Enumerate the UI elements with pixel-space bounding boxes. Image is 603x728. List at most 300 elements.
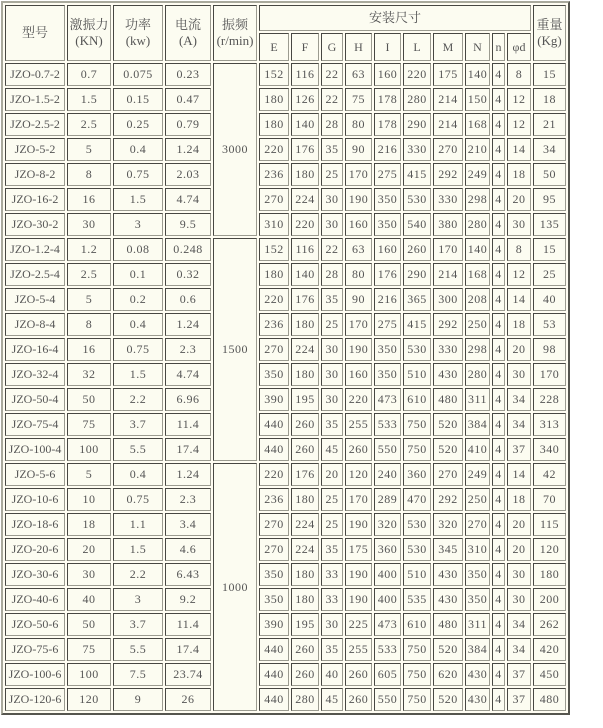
- value-cell: 225: [345, 613, 372, 636]
- value-cell: 20: [321, 463, 343, 486]
- table-row: [5, 163, 566, 186]
- col-header-dim-H: H: [345, 33, 372, 61]
- value-cell: 150: [465, 88, 490, 111]
- value-cell: 34: [507, 638, 531, 661]
- value-cell: 0.75: [113, 488, 163, 511]
- value-cell: 220: [259, 463, 289, 486]
- value-cell: 3.7: [113, 613, 163, 636]
- model-cell: JZO-18-6: [5, 513, 65, 536]
- value-cell: 4: [492, 388, 505, 411]
- value-cell: 550: [374, 438, 401, 461]
- value-cell: 0.47: [165, 88, 211, 111]
- value-cell: 420: [533, 638, 566, 661]
- value-cell: 208: [465, 288, 490, 311]
- value-cell: 240: [374, 463, 401, 486]
- value-cell: 216: [374, 288, 401, 311]
- value-cell: 270: [259, 338, 289, 361]
- model-cell: JZO-120-6: [5, 688, 65, 711]
- value-cell: 4: [492, 588, 505, 611]
- model-cell: JZO-2.5-2: [5, 113, 65, 136]
- spec-table: [1, 1, 570, 715]
- model-cell: JZO-0.7-2: [5, 63, 65, 86]
- value-cell: 120: [345, 463, 372, 486]
- value-cell: 384: [465, 413, 490, 436]
- value-cell: 520: [433, 438, 463, 461]
- value-cell: 4: [492, 563, 505, 586]
- value-cell: 350: [465, 588, 490, 611]
- table-row: [5, 138, 566, 161]
- value-cell: 16: [67, 188, 111, 211]
- value-cell: 289: [374, 488, 401, 511]
- table-row: [5, 588, 566, 611]
- value-cell: 380: [433, 213, 463, 236]
- value-cell: 440: [259, 638, 289, 661]
- value-cell: 0.7: [67, 63, 111, 86]
- col-header-dim-F: F: [291, 33, 319, 61]
- model-cell: JZO-75-6: [5, 638, 65, 661]
- value-cell: 310: [259, 213, 289, 236]
- table-row: [5, 563, 566, 586]
- col-header-weight-unit: (Kg): [537, 33, 562, 48]
- value-cell: 50: [67, 613, 111, 636]
- value-cell: 30: [507, 213, 531, 236]
- value-cell: 260: [403, 238, 431, 261]
- model-cell: JZO-10-6: [5, 488, 65, 511]
- value-cell: 4: [492, 613, 505, 636]
- value-cell: 116: [291, 238, 319, 261]
- value-cell: 160: [374, 63, 401, 86]
- value-cell: 533: [374, 638, 401, 661]
- value-cell: 2.2: [113, 563, 163, 586]
- value-cell: 95: [533, 188, 566, 211]
- value-cell: 270: [433, 463, 463, 486]
- col-header-dim-M: M: [433, 33, 463, 61]
- value-cell: 605: [374, 663, 401, 686]
- value-cell: 190: [345, 338, 372, 361]
- value-cell: 22: [321, 238, 343, 261]
- value-cell: 45: [321, 688, 343, 711]
- value-cell: 34: [507, 413, 531, 436]
- value-cell: 292: [433, 488, 463, 511]
- value-cell: 37: [507, 688, 531, 711]
- value-cell: 2.03: [165, 163, 211, 186]
- value-cell: 180: [291, 488, 319, 511]
- value-cell: 0.79: [165, 113, 211, 136]
- col-header-current-unit: (A): [178, 33, 198, 48]
- value-cell: 4: [492, 238, 505, 261]
- value-cell: 0.15: [113, 88, 163, 111]
- value-cell: 3.4: [165, 513, 211, 536]
- value-cell: 75: [67, 413, 111, 436]
- value-cell: 4: [492, 688, 505, 711]
- value-cell: 220: [259, 138, 289, 161]
- value-cell: 12: [507, 263, 531, 286]
- value-cell: 610: [403, 388, 431, 411]
- value-cell: 20: [507, 188, 531, 211]
- table-row: [5, 388, 566, 411]
- table-row: [5, 413, 566, 436]
- value-cell: 290: [403, 263, 431, 286]
- model-cell: JZO-32-4: [5, 363, 65, 386]
- value-cell: 5: [67, 463, 111, 486]
- frequency-cell: 3000: [213, 63, 257, 236]
- col-header-power-label: 功率: [124, 16, 151, 32]
- value-cell: 5.5: [113, 638, 163, 661]
- value-cell: 18: [507, 488, 531, 511]
- value-cell: 530: [403, 513, 431, 536]
- value-cell: 255: [345, 413, 372, 436]
- value-cell: 180: [291, 313, 319, 336]
- value-cell: 75: [67, 638, 111, 661]
- col-header-dim-E: E: [259, 33, 289, 61]
- value-cell: 22: [321, 88, 343, 111]
- value-cell: 260: [291, 638, 319, 661]
- value-cell: 120: [67, 688, 111, 711]
- value-cell: 3.7: [113, 413, 163, 436]
- value-cell: 200: [533, 588, 566, 611]
- model-cell: JZO-50-4: [5, 388, 65, 411]
- col-header-install-dims: [259, 5, 531, 31]
- value-cell: 260: [345, 688, 372, 711]
- value-cell: 750: [403, 413, 431, 436]
- value-cell: 26: [165, 688, 211, 711]
- value-cell: 160: [374, 238, 401, 261]
- model-cell: JZO-75-4: [5, 413, 65, 436]
- value-cell: 8: [67, 313, 111, 336]
- value-cell: 0.4: [113, 138, 163, 161]
- value-cell: 98: [533, 338, 566, 361]
- value-cell: 550: [374, 688, 401, 711]
- value-cell: 180: [291, 588, 319, 611]
- model-cell: JZO-2.5-4: [5, 263, 65, 286]
- table-row: [5, 238, 566, 261]
- value-cell: 63: [345, 238, 372, 261]
- value-cell: 80: [345, 263, 372, 286]
- value-cell: 175: [345, 538, 372, 561]
- value-cell: 8: [507, 63, 531, 86]
- value-cell: 260: [345, 663, 372, 686]
- value-cell: 224: [291, 513, 319, 536]
- value-cell: 470: [403, 488, 431, 511]
- value-cell: 0.75: [113, 163, 163, 186]
- value-cell: 100: [67, 663, 111, 686]
- value-cell: 430: [433, 363, 463, 386]
- value-cell: 17.4: [165, 438, 211, 461]
- value-cell: 12: [507, 113, 531, 136]
- value-cell: 2.3: [165, 488, 211, 511]
- value-cell: 22: [321, 63, 343, 86]
- value-cell: 116: [291, 63, 319, 86]
- value-cell: 63: [345, 63, 372, 86]
- value-cell: 35: [321, 288, 343, 311]
- value-cell: 70: [533, 488, 566, 511]
- value-cell: 540: [403, 213, 431, 236]
- value-cell: 1.5: [113, 363, 163, 386]
- value-cell: 25: [321, 488, 343, 511]
- value-cell: 1.24: [165, 313, 211, 336]
- value-cell: 152: [259, 63, 289, 86]
- value-cell: 220: [345, 388, 372, 411]
- value-cell: 40: [67, 588, 111, 611]
- value-cell: 330: [433, 188, 463, 211]
- value-cell: 4: [492, 438, 505, 461]
- value-cell: 275: [374, 313, 401, 336]
- value-cell: 750: [403, 663, 431, 686]
- value-cell: 320: [433, 513, 463, 536]
- value-cell: 2.3: [165, 338, 211, 361]
- model-cell: JZO-5-2: [5, 138, 65, 161]
- value-cell: 4: [492, 188, 505, 211]
- value-cell: 23.74: [165, 663, 211, 686]
- value-cell: 400: [374, 563, 401, 586]
- value-cell: 135: [533, 213, 566, 236]
- col-header-dim-G: G: [321, 33, 343, 61]
- value-cell: 140: [291, 113, 319, 136]
- value-cell: 262: [533, 613, 566, 636]
- col-header-current: [165, 5, 211, 61]
- value-cell: 140: [291, 263, 319, 286]
- value-cell: 90: [345, 138, 372, 161]
- value-cell: 190: [345, 563, 372, 586]
- value-cell: 1.24: [165, 138, 211, 161]
- value-cell: 292: [433, 163, 463, 186]
- value-cell: 2.2: [113, 388, 163, 411]
- value-cell: 42: [533, 463, 566, 486]
- value-cell: 152: [259, 238, 289, 261]
- col-header-weight: [533, 5, 566, 61]
- col-header-frequency-unit: (r/min): [216, 33, 254, 48]
- value-cell: 18: [533, 88, 566, 111]
- value-cell: 430: [433, 588, 463, 611]
- value-cell: 620: [433, 663, 463, 686]
- value-cell: 34: [533, 138, 566, 161]
- model-cell: JZO-100-6: [5, 663, 65, 686]
- value-cell: 180: [259, 263, 289, 286]
- value-cell: 249: [465, 463, 490, 486]
- value-cell: 530: [403, 538, 431, 561]
- value-cell: 6.43: [165, 563, 211, 586]
- value-cell: 520: [433, 638, 463, 661]
- value-cell: 0.248: [165, 238, 211, 261]
- value-cell: 9.5: [165, 213, 211, 236]
- value-cell: 8: [507, 238, 531, 261]
- value-cell: 180: [533, 563, 566, 586]
- value-cell: 4: [492, 663, 505, 686]
- value-cell: 35: [321, 413, 343, 436]
- value-cell: 30: [321, 213, 343, 236]
- col-header-current-label: 电流: [174, 16, 201, 32]
- value-cell: 4: [492, 488, 505, 511]
- value-cell: 350: [259, 588, 289, 611]
- value-cell: 170: [345, 313, 372, 336]
- value-cell: 345: [433, 538, 463, 561]
- value-cell: 275: [374, 163, 401, 186]
- value-cell: 260: [291, 438, 319, 461]
- value-cell: 430: [465, 663, 490, 686]
- value-cell: 9: [113, 688, 163, 711]
- value-cell: 330: [433, 338, 463, 361]
- value-cell: 14: [507, 138, 531, 161]
- value-cell: 140: [465, 238, 490, 261]
- value-cell: 480: [533, 688, 566, 711]
- value-cell: 350: [374, 338, 401, 361]
- value-cell: 195: [291, 613, 319, 636]
- value-cell: 10: [67, 488, 111, 511]
- value-cell: 30: [321, 613, 343, 636]
- value-cell: 400: [374, 588, 401, 611]
- value-cell: 45: [321, 438, 343, 461]
- col-header-dim-n: n: [492, 33, 505, 61]
- value-cell: 180: [291, 163, 319, 186]
- value-cell: 1.24: [165, 463, 211, 486]
- value-cell: 35: [321, 638, 343, 661]
- value-cell: 4: [492, 288, 505, 311]
- model-cell: JZO-16-4: [5, 338, 65, 361]
- value-cell: 11.4: [165, 413, 211, 436]
- value-cell: 2.5: [67, 113, 111, 136]
- value-cell: 473: [374, 613, 401, 636]
- col-header-force-label: 激振力: [69, 16, 109, 32]
- value-cell: 176: [291, 463, 319, 486]
- col-header-frequency-label: 振频: [221, 16, 248, 32]
- table-row: [5, 688, 566, 711]
- value-cell: 195: [291, 388, 319, 411]
- value-cell: 292: [433, 313, 463, 336]
- value-cell: 4: [492, 138, 505, 161]
- value-cell: 3: [113, 588, 163, 611]
- value-cell: 30: [507, 363, 531, 386]
- value-cell: 350: [465, 563, 490, 586]
- value-cell: 224: [291, 538, 319, 561]
- model-cell: JZO-50-6: [5, 613, 65, 636]
- value-cell: 410: [465, 438, 490, 461]
- value-cell: 473: [374, 388, 401, 411]
- value-cell: 25: [321, 163, 343, 186]
- value-cell: 20: [507, 513, 531, 536]
- value-cell: 190: [345, 513, 372, 536]
- table-row: [5, 513, 566, 536]
- value-cell: 20: [507, 538, 531, 561]
- value-cell: 30: [507, 563, 531, 586]
- value-cell: 350: [259, 563, 289, 586]
- value-cell: 30: [67, 563, 111, 586]
- value-cell: 214: [433, 263, 463, 286]
- value-cell: 216: [374, 138, 401, 161]
- value-cell: 168: [465, 263, 490, 286]
- value-cell: 14: [507, 288, 531, 311]
- model-cell: JZO-1.2-4: [5, 238, 65, 261]
- value-cell: 180: [291, 363, 319, 386]
- model-cell: JZO-5-6: [5, 463, 65, 486]
- value-cell: 40: [321, 663, 343, 686]
- value-cell: 20: [507, 338, 531, 361]
- value-cell: 280: [291, 688, 319, 711]
- value-cell: 170: [533, 363, 566, 386]
- value-cell: 4: [492, 638, 505, 661]
- value-cell: 311: [465, 613, 490, 636]
- value-cell: 250: [465, 313, 490, 336]
- value-cell: 30: [321, 188, 343, 211]
- value-cell: 270: [433, 138, 463, 161]
- value-cell: 33: [321, 563, 343, 586]
- value-cell: 350: [259, 363, 289, 386]
- model-cell: JZO-20-6: [5, 538, 65, 561]
- value-cell: 168: [465, 113, 490, 136]
- value-cell: 140: [465, 63, 490, 86]
- model-cell: JZO-30-2: [5, 213, 65, 236]
- frequency-cell: 1000: [213, 463, 257, 711]
- col-header-dim-I: I: [374, 33, 401, 61]
- value-cell: 170: [345, 163, 372, 186]
- table-row: [5, 338, 566, 361]
- value-cell: 384: [465, 638, 490, 661]
- value-cell: 310: [465, 538, 490, 561]
- value-cell: 430: [433, 563, 463, 586]
- table-row: [5, 488, 566, 511]
- value-cell: 4: [492, 88, 505, 111]
- value-cell: 270: [259, 188, 289, 211]
- col-header-dim-φd: φd: [507, 33, 531, 61]
- value-cell: 28: [321, 113, 343, 136]
- value-cell: 440: [259, 688, 289, 711]
- value-cell: 0.75: [113, 338, 163, 361]
- value-cell: 224: [291, 188, 319, 211]
- model-cell: JZO-16-2: [5, 188, 65, 211]
- value-cell: 280: [403, 88, 431, 111]
- value-cell: 20: [67, 538, 111, 561]
- value-cell: 0.25: [113, 113, 163, 136]
- value-cell: 2.5: [67, 263, 111, 286]
- value-cell: 126: [291, 88, 319, 111]
- value-cell: 390: [259, 613, 289, 636]
- value-cell: 415: [403, 313, 431, 336]
- value-cell: 14: [507, 463, 531, 486]
- value-cell: 115: [533, 513, 566, 536]
- value-cell: 4: [492, 538, 505, 561]
- value-cell: 190: [345, 188, 372, 211]
- value-cell: 0.32: [165, 263, 211, 286]
- value-cell: 0.23: [165, 63, 211, 86]
- value-cell: 90: [345, 288, 372, 311]
- value-cell: 533: [374, 413, 401, 436]
- model-cell: JZO-8-4: [5, 313, 65, 336]
- value-cell: 25: [321, 513, 343, 536]
- table-row: [5, 638, 566, 661]
- value-cell: 4: [492, 338, 505, 361]
- value-cell: 5: [67, 288, 111, 311]
- col-header-power-unit: (kw): [125, 33, 151, 48]
- value-cell: 15: [533, 63, 566, 86]
- table-row: [5, 463, 566, 486]
- value-cell: 9.2: [165, 588, 211, 611]
- value-cell: 350: [374, 213, 401, 236]
- value-cell: 1.5: [113, 538, 163, 561]
- value-cell: 390: [259, 388, 289, 411]
- value-cell: 0.4: [113, 313, 163, 336]
- value-cell: 280: [465, 363, 490, 386]
- value-cell: 280: [465, 213, 490, 236]
- value-cell: 0.4: [113, 463, 163, 486]
- value-cell: 178: [374, 88, 401, 111]
- value-cell: 236: [259, 163, 289, 186]
- table-row: [5, 538, 566, 561]
- value-cell: 4: [492, 63, 505, 86]
- value-cell: 530: [403, 188, 431, 211]
- value-cell: 8: [67, 163, 111, 186]
- value-cell: 176: [291, 288, 319, 311]
- value-cell: 313: [533, 413, 566, 436]
- value-cell: 120: [533, 538, 566, 561]
